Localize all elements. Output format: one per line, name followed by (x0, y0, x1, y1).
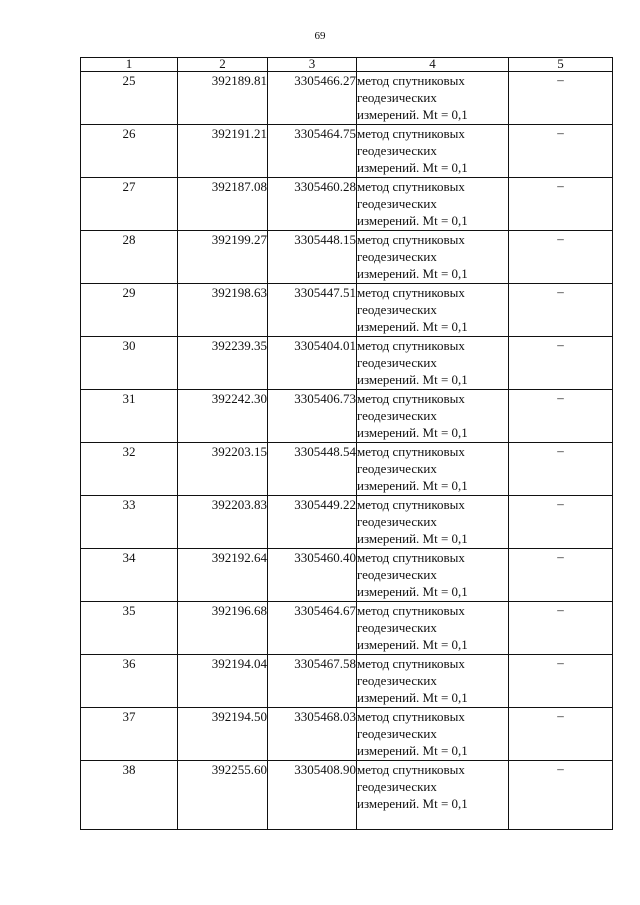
note-dash: – (509, 655, 613, 708)
coordinate-x: 392187.08 (178, 178, 268, 231)
method-description (357, 125, 509, 178)
point-number: 29 (81, 284, 178, 337)
method-line-1: метод спутниковых (357, 550, 465, 565)
point-number: 38 (81, 761, 178, 830)
coordinate-y: 3305448.15 (268, 231, 357, 284)
method-line-1: метод спутниковых (357, 656, 465, 671)
coordinate-x: 392189.81 (178, 72, 268, 125)
coordinate-y: 3305460.28 (268, 178, 357, 231)
method-line-3: измерений. Mt = 0,1 (357, 637, 468, 652)
method-line-2: геодезических (357, 408, 437, 423)
table-row (81, 284, 613, 337)
method-line-1: метод спутниковых (357, 709, 465, 724)
coordinate-x: 392239.35 (178, 337, 268, 390)
note-dash: – (509, 231, 613, 284)
method-description (357, 655, 509, 708)
table-row (81, 178, 613, 231)
method-line-3: измерений. Mt = 0,1 (357, 584, 468, 599)
table-row (81, 708, 613, 761)
method-line-3: измерений. Mt = 0,1 (357, 372, 468, 387)
coordinate-y: 3305468.03 (268, 708, 357, 761)
method-line-1: метод спутниковых (357, 497, 465, 512)
table-header-row (81, 58, 613, 72)
table-row (81, 655, 613, 708)
coordinate-y: 3305448.54 (268, 443, 357, 496)
method-line-3: измерений. Mt = 0,1 (357, 743, 468, 758)
method-description (357, 443, 509, 496)
table-row (81, 390, 613, 443)
column-header-2: 2 (178, 58, 268, 72)
point-number: 25 (81, 72, 178, 125)
method-line-2: геодезических (357, 196, 437, 211)
point-number: 35 (81, 602, 178, 655)
note-dash: – (509, 761, 613, 830)
method-description (357, 337, 509, 390)
method-line-3: измерений. Mt = 0,1 (357, 266, 468, 281)
method-line-2: геодезических (357, 779, 437, 794)
method-description (357, 496, 509, 549)
method-description (357, 602, 509, 655)
coordinate-x: 392191.21 (178, 125, 268, 178)
point-number: 30 (81, 337, 178, 390)
method-line-1: метод спутниковых (357, 391, 465, 406)
method-line-2: геодезических (357, 461, 437, 476)
coordinate-y: 3305408.90 (268, 761, 357, 830)
method-line-3: измерений. Mt = 0,1 (357, 319, 468, 334)
method-description (357, 178, 509, 231)
note-dash: – (509, 337, 613, 390)
page-number: 69 (314, 30, 326, 42)
table-row (81, 602, 613, 655)
coordinate-x: 392203.83 (178, 496, 268, 549)
point-number: 27 (81, 178, 178, 231)
method-line-3: измерений. Mt = 0,1 (357, 531, 468, 546)
point-number: 37 (81, 708, 178, 761)
point-number: 26 (81, 125, 178, 178)
coordinate-x: 392242.30 (178, 390, 268, 443)
method-description (357, 549, 509, 602)
method-line-3: измерений. Mt = 0,1 (357, 796, 468, 811)
coordinate-x: 392198.63 (178, 284, 268, 337)
method-line-2: геодезических (357, 567, 437, 582)
coordinate-y: 3305406.73 (268, 390, 357, 443)
note-dash: – (509, 549, 613, 602)
coordinate-y: 3305460.40 (268, 549, 357, 602)
method-line-2: геодезических (357, 620, 437, 635)
note-dash: – (509, 602, 613, 655)
coordinates-table (80, 57, 613, 830)
point-number: 34 (81, 549, 178, 602)
note-dash: – (509, 708, 613, 761)
coordinate-y: 3305449.22 (268, 496, 357, 549)
coordinate-y: 3305464.75 (268, 125, 357, 178)
note-dash: – (509, 390, 613, 443)
method-line-3: измерений. Mt = 0,1 (357, 425, 468, 440)
method-line-1: метод спутниковых (357, 603, 465, 618)
method-line-1: метод спутниковых (357, 232, 465, 247)
method-description (357, 284, 509, 337)
method-line-1: метод спутниковых (357, 338, 465, 353)
point-number: 33 (81, 496, 178, 549)
method-line-2: геодезических (357, 302, 437, 317)
method-line-2: геодезических (357, 90, 437, 105)
method-description (357, 72, 509, 125)
coordinate-y: 3305447.51 (268, 284, 357, 337)
method-line-2: геодезических (357, 673, 437, 688)
coordinate-x: 392203.15 (178, 443, 268, 496)
note-dash: – (509, 72, 613, 125)
method-line-3: измерений. Mt = 0,1 (357, 213, 468, 228)
point-number: 32 (81, 443, 178, 496)
column-header-4: 4 (357, 58, 509, 72)
method-line-1: метод спутниковых (357, 285, 465, 300)
method-description (357, 761, 509, 830)
coordinate-x: 392194.50 (178, 708, 268, 761)
table-row (81, 549, 613, 602)
table-row (81, 231, 613, 284)
table-body (81, 72, 613, 830)
coordinate-x: 392199.27 (178, 231, 268, 284)
point-number: 28 (81, 231, 178, 284)
method-line-1: метод спутниковых (357, 126, 465, 141)
note-dash: – (509, 284, 613, 337)
method-line-2: геодезических (357, 355, 437, 370)
method-description (357, 708, 509, 761)
point-number: 36 (81, 655, 178, 708)
column-header-5: 5 (509, 58, 613, 72)
method-line-1: метод спутниковых (357, 444, 465, 459)
coordinate-y: 3305404.01 (268, 337, 357, 390)
table-row (81, 761, 613, 830)
method-line-3: измерений. Mt = 0,1 (357, 478, 468, 493)
method-line-2: геодезических (357, 514, 437, 529)
method-line-1: метод спутниковых (357, 762, 465, 777)
method-description (357, 231, 509, 284)
method-line-2: геодезических (357, 249, 437, 264)
coordinate-x: 392196.68 (178, 602, 268, 655)
point-number: 31 (81, 390, 178, 443)
note-dash: – (509, 496, 613, 549)
method-line-3: измерений. Mt = 0,1 (357, 690, 468, 705)
table-row (81, 337, 613, 390)
method-line-1: метод спутниковых (357, 179, 465, 194)
coordinate-y: 3305466.27 (268, 72, 357, 125)
method-line-3: измерений. Mt = 0,1 (357, 160, 468, 175)
coordinate-x: 392194.04 (178, 655, 268, 708)
table-row (81, 443, 613, 496)
note-dash: – (509, 178, 613, 231)
table-row (81, 496, 613, 549)
method-line-2: геодезических (357, 726, 437, 741)
coordinate-x: 392192.64 (178, 549, 268, 602)
note-dash: – (509, 125, 613, 178)
coordinate-y: 3305464.67 (268, 602, 357, 655)
method-description (357, 390, 509, 443)
method-line-2: геодезических (357, 143, 437, 158)
note-dash: – (509, 443, 613, 496)
table-row (81, 72, 613, 125)
column-header-3: 3 (268, 58, 357, 72)
method-line-1: метод спутниковых (357, 73, 465, 88)
column-header-1: 1 (81, 58, 178, 72)
method-line-3: измерений. Mt = 0,1 (357, 107, 468, 122)
coordinate-x: 392255.60 (178, 761, 268, 830)
coordinate-y: 3305467.58 (268, 655, 357, 708)
table-row (81, 125, 613, 178)
